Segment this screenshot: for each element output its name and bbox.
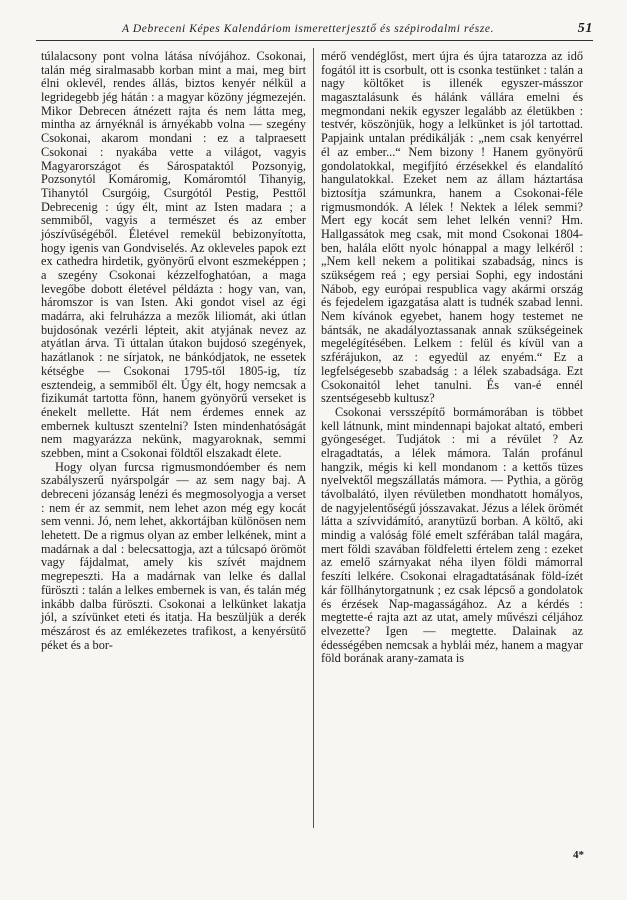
- paragraph: mérő vendéglőst, mert újra és újra tatarozza az idő fogától itt is csorbult, ott is csonka testünket : talán a nagy költőket is illenék egyszer-másszor magasztalásunk és hálánk vállára emelni és megmondani nekik egyszer legalább az életükben : testvér, köszönjük, hogy a lelkünket is jól tartottad. Papjaink untalan prédikálják : „nem csak kenyérrel él az ember...“ Nem bizony ! Hanem gyönyörű gondolatokkal, megifjító érzésekkel és elandalító hangulatokkal. Ezeket nem az állam háztartása biztosítja számunkra, hanem a Csokonai-féle rigmusmondók. A lélek ! Nektek a lélek semmi? Mert egy kocát sem lehet lelkén venni? Hm. Hallgassátok meg csak, mit mond Csokonai 1804-ben, halála előtt nyolc hónappal a magy lelkéről : „Nem kell nekem a politikai szabadság, nincs is szükségem reá ; egy persiai Sophi, egy indostáni Nábob, egy európai respublica vagy akármi ország és fejedelem igazgatása alatt is tudnék szabad lenni. Nem kívánok egyebet, hanem hogy testemet ne bántsák, ne akadályoztassanak annak szükségeinek megelégítésében. Lelkem : felül és kívül van a szférájukon, az : egyedül az enyém.“ Ez a legfelségesebb szabadság : a lélek szabadsága. Ezt Csokonaitól lehet tanulni. És van-é ennél szentségesebb kultusz?: [321, 49, 583, 406]
- paragraph: túlalacsony pont volna látása nívójához. Csokonai, talán még siralmasabb korban mint a mai, meg birt élni oklevél, rendes állás, biztos kenyér nélkül a legridegebb jég hátán : a magyar közöny jégmezején. Mikor Debrecen átnézett rajta és nem látta meg, mintha az árnyéknál is árnyékabb volna — szegény Csokonai, akarom mondani : ez a talpraesett Csokonai : nyakába vette a világot, vagyis Magyarországot és Sárospataktól Pozsonyig, Pozsonytól Komáromig, Komáromtól Tihanyig, Tihanytól Csurgóig, Csurgótól Pestig, Pesttől Debrecenig : úgy élt, mint az Isten madara ; a semmiből, vagyis a természet és az ember jószívűségéből. Életével remekül bebizonyította, hogy igenis van Gondviselés. Az okleveles papok ezt ex cathedra hirdetik, gyönyörű elvont eszmeképpen ; a szegény Csokonai kézzelfoghatóan, a maga levegőbe dobott életével példázta : hogy van, van, háromszor is van Isten. Aki gondot visel az égi madárra, aki felruházza a mezők liliomát, aki útlan bujdosónak vezérli lépteit, akit atyjának nevez az atyátlan árva. Ti úttalan útakon bujdosó szegények, hazátlanok : ne sírjatok, ne bánkódjatok, ne essetek kétségbe — Csokonai 1795-től 1805-ig, tíz esztendeig, a semmiből élt. Úgy élt, hogy nemcsak a fizikumát tartotta fönn, hanem gyönyörű verseket is énekelt mellette. Hát nem érdemes ennek az embernek kultuszt szentelni? Isten mindenhatóságát nem magyarázza nekünk, magyaroknak, semmi szebben, mint a Csokonai földtől elszakadt élete.: [41, 49, 306, 460]
- left-column: [41, 50, 306, 652]
- running-header: [36, 20, 593, 41]
- right-column: [321, 50, 583, 666]
- paragraph: Hogy olyan furcsa rigmusmondóember és nem szabályszerű nyárspolgár — az sem nagy baj. A debreceni józanság lenézi és megmosolyogja a verset : nem ér az semmit, nem lehet azon még egy kocát sem venni. Jó, nem lehet, akkortájban különösen nem lehetett. De a rigmus olyan az ember lelkének, mint a madárnak a dal : belecsattogja, azt a túlcsapó örömöt vagy fájdalmat, amely kis szívét majdnem megrepeszti. Ha a madárnak van lelke és dallal füröszti : talán a lelkes embernek is van, és talán még inkább dalba füröszti. Csokonai a lelkünket lakatja jól, a szívünket eteti és itatja. Ha beszüljük a derék mészárost és az emlékezetes trafikost, a kenyérsütő péket és a bor-: [41, 459, 306, 652]
- running-title: A Debreceni Képes Kalendáriom ismeretterjesztő és szépirodalmi része.: [122, 23, 495, 35]
- signature-mark: 4*: [573, 849, 584, 861]
- page-number: 51: [577, 21, 593, 36]
- paragraph: Csokonai versszépítő bormámorában is többet kell látnunk, mint mindennapi bajokat altató, emberi gyöngeséget. Tudjátok : mi a révület ? Az elragadtatás, a lélek mámora. Talán profánul hangzik, mégis ki kell mondanom : a kettős tüzes nyelvektől megszállatás mámora. — Pythia, a görög távolbalátó, ilyen révületben mondhatott homályos, de nagyjelentőségű jósszavakat. Jézus a lélek örömét látta a szívvidámító, aranytüzű borban. A költő, aki mindig a valóság fölé emelt szférában talál magára, mert földi szavában földfeletti értelem zeng : ezeket az emelő szárnyakat néha ilyen földi mámorral feszíti lelkére. Csokonai elragadtatásának föld-ízét kár föllhánytorgatnunk ; ez csak lépcső a gondolatok és érzések Nap-magasságához. Az a kérdés : megtette-é rajta azt az utat, amely művészi céljához elvezette? Igen — megtette. Dalainak az édességében nemcsak a hyblái méz, hanem a magyar föld borának arany-zamata is: [321, 404, 583, 666]
- column-divider: [313, 48, 314, 828]
